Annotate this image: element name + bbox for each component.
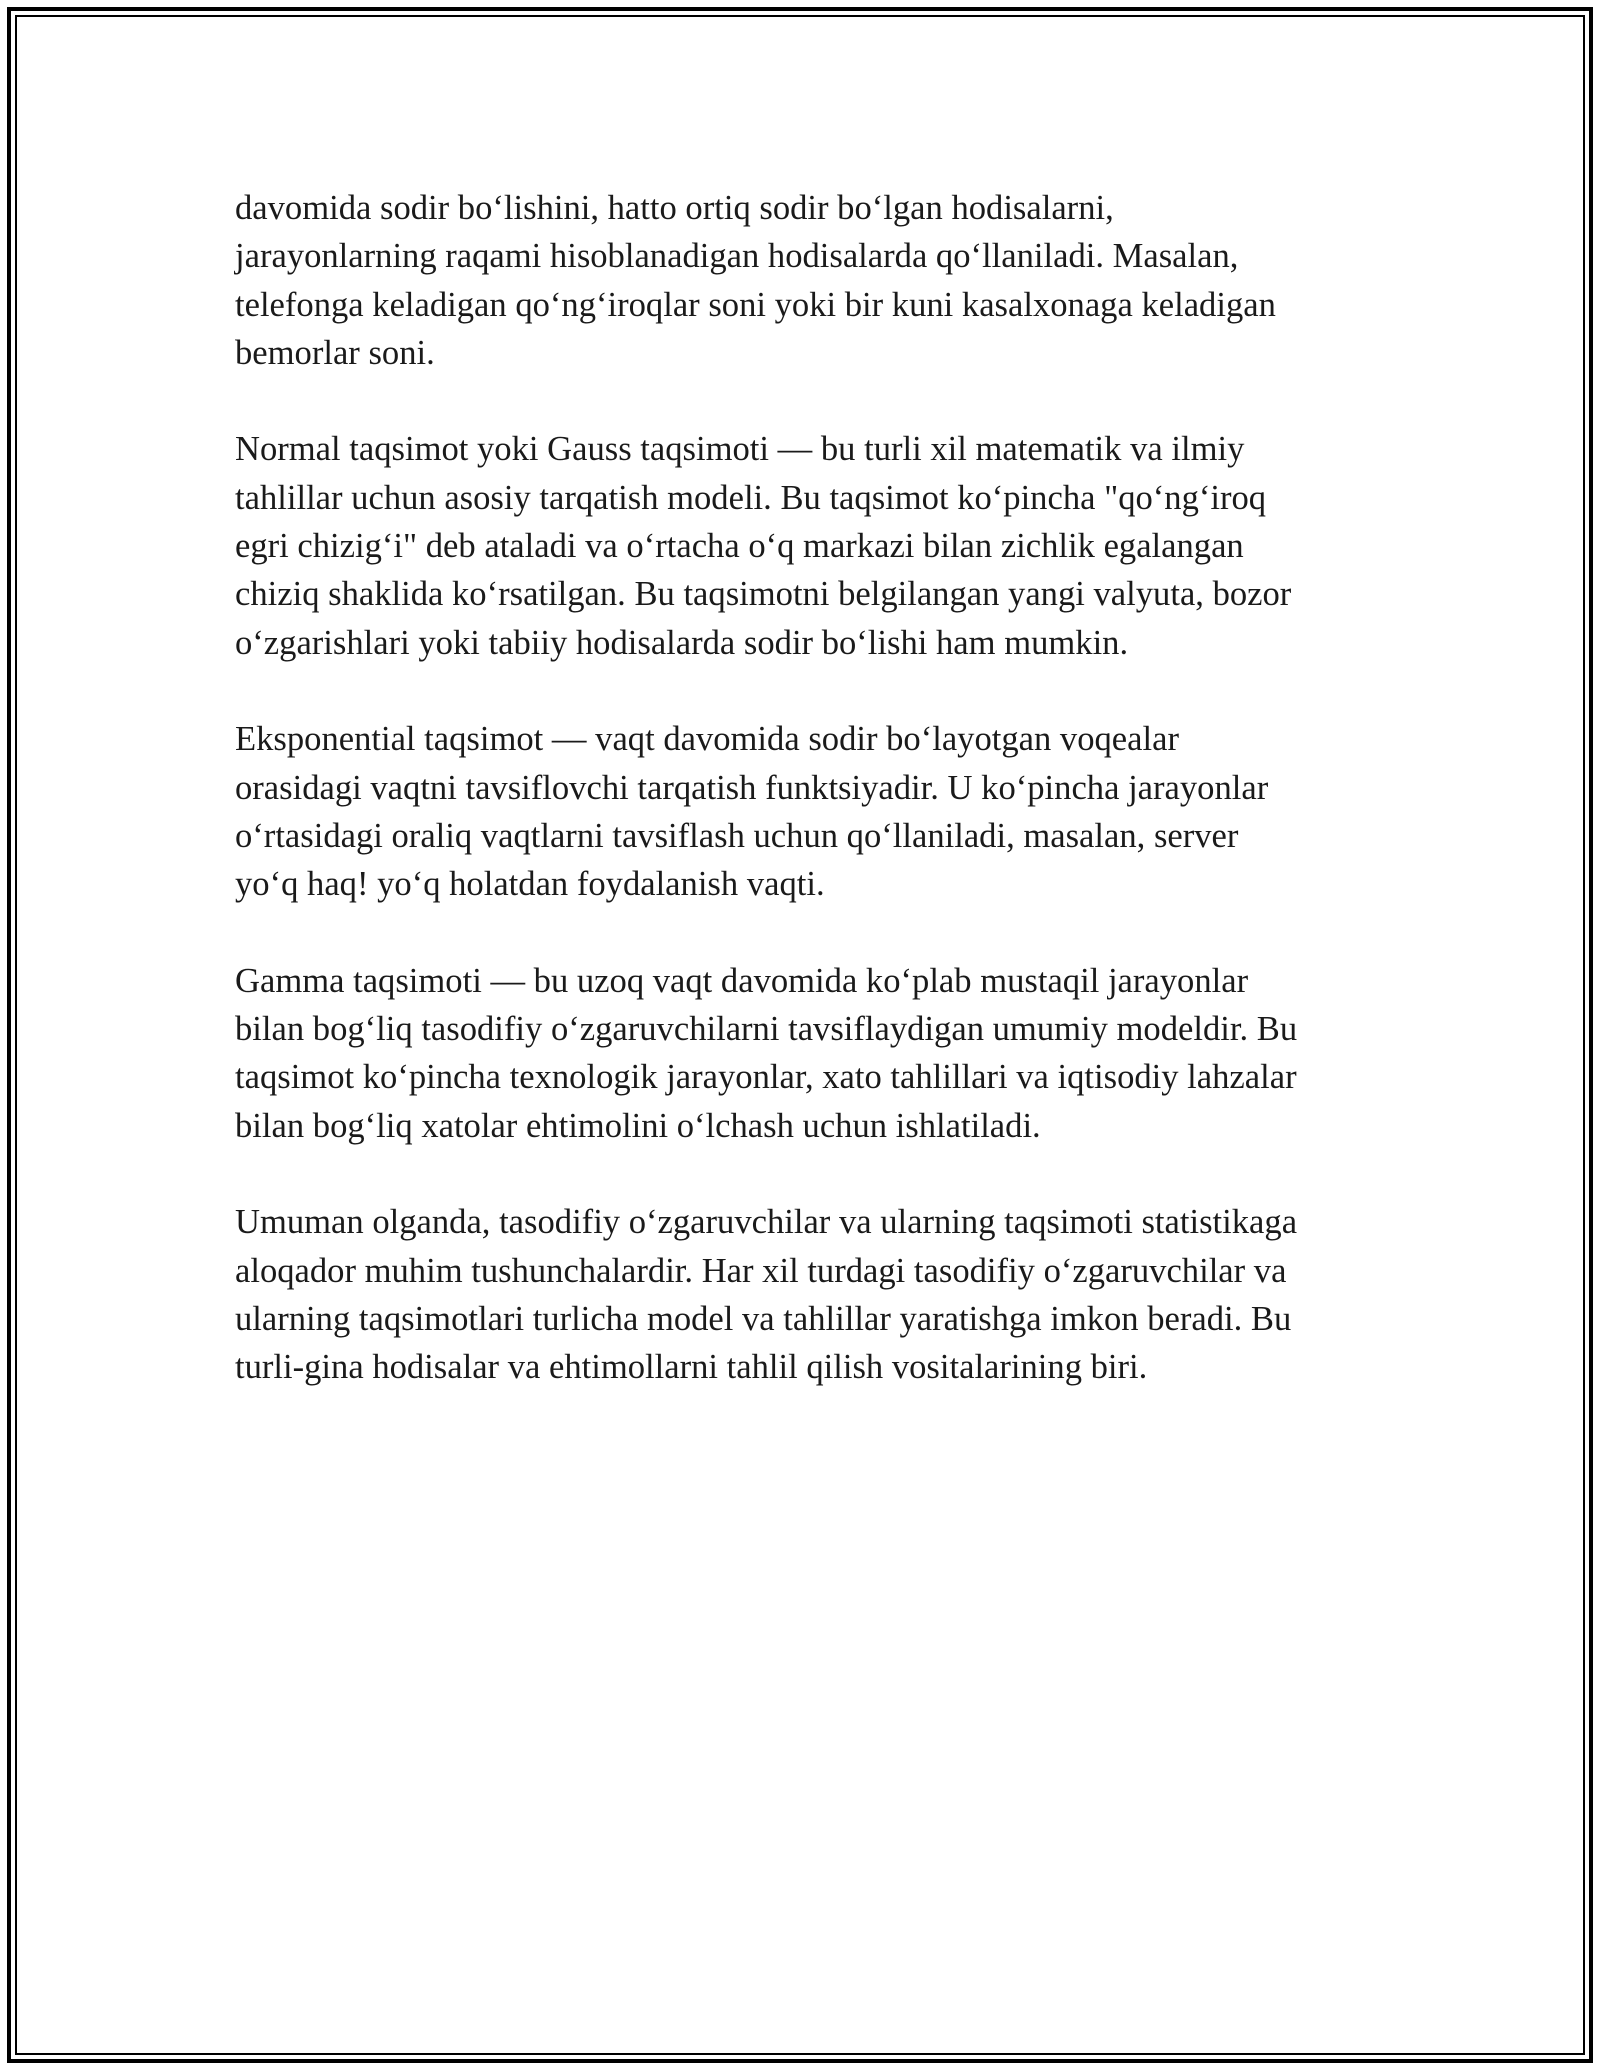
text-line: davomida sodir bo‘lishini, hatto ortiq sodir bo‘lgan hodisalarni, [235, 189, 1114, 227]
text-line: o‘rtasidagi oraliq vaqtlarni tavsiflash uchun qo‘llaniladi, masalan, server [235, 816, 1239, 855]
paragraph-normal-distribution [235, 425, 1375, 666]
text-line: o‘zgarishlari yoki tabiiy hodisalarda sodir bo‘lishi ham mumkin. [235, 623, 1129, 662]
text-line: ularning taqsimotlari turlicha model va tahlillar yaratishga imkon beradi. Bu [235, 1299, 1292, 1338]
text-line: Eksponential taqsimot — vaqt davomida sodir bo‘layotgan voqealar [235, 720, 1179, 759]
text-line: bilan bog‘liq xatolar ehtimolini o‘lchash uchun ishlatiladi. [235, 1106, 1041, 1145]
text-line: yo‘q haq! yo‘q holatdan foydalanish vaqti. [235, 865, 825, 904]
paragraph-gamma-distribution [235, 957, 1375, 1150]
text-line: bilan bog‘liq tasodifiy o‘zgaruvchilarni tavsiflaydigan umumiy modeldir. Bu [235, 1010, 1298, 1049]
text-line: telefonga keladigan qo‘ng‘iroqlar soni yoki bir kuni kasalxonaga keladigan [235, 285, 1276, 324]
text-line: taqsimot ko‘pincha texnologik jarayonlar, xato tahlillari va iqtisodiy lahzalar [235, 1058, 1297, 1097]
text-line: aloqador muhim tushunchalardir. Har xil turdagi tasodifiy o‘zgaruvchilar va [235, 1251, 1287, 1290]
text-line: Umuman olganda, tasodifiy o‘zgaruvchilar va ularning taqsimoti statistikaga [235, 1203, 1298, 1242]
text-line: tahlillar uchun asosiy tarqatish modeli. Bu taqsimot ko‘pincha "qo‘ng‘iroq [235, 478, 1267, 517]
text-line: bemorlar soni. [235, 333, 435, 372]
text-line: orasidagi vaqtni tavsiflovchi tarqatish funktsiyadir. U ko‘pincha jarayonlar [235, 768, 1269, 807]
text-line: jarayonlarning raqami hisoblanadigan hodisalarda qo‘llaniladi. Masalan, [235, 237, 1239, 276]
text-line: egri chizig‘i" deb ataladi va o‘rtacha o‘q markazi bilan zichlik egalangan [235, 527, 1244, 566]
text-line: chiziq shaklida ko‘rsatilgan. Bu taqsimotni belgilangan yangi valyuta, bozor [235, 575, 1292, 614]
text-line: Normal taqsimot yoki Gauss taqsimoti — bu turli xil matematik va ilmiy [235, 430, 1245, 469]
text-line: Gamma taqsimoti — bu uzoq vaqt davomida ko‘plab mustaqil jarayonlar [235, 961, 1249, 1000]
paragraph-poisson [235, 184, 1375, 377]
document-body [235, 184, 1375, 1440]
paragraph-exponential-distribution [235, 715, 1375, 908]
paragraph-conclusion [235, 1198, 1375, 1391]
text-line: turli-gina hodisalar va ehtimollarni tahlil qilish vositalarining biri. [235, 1348, 1148, 1387]
